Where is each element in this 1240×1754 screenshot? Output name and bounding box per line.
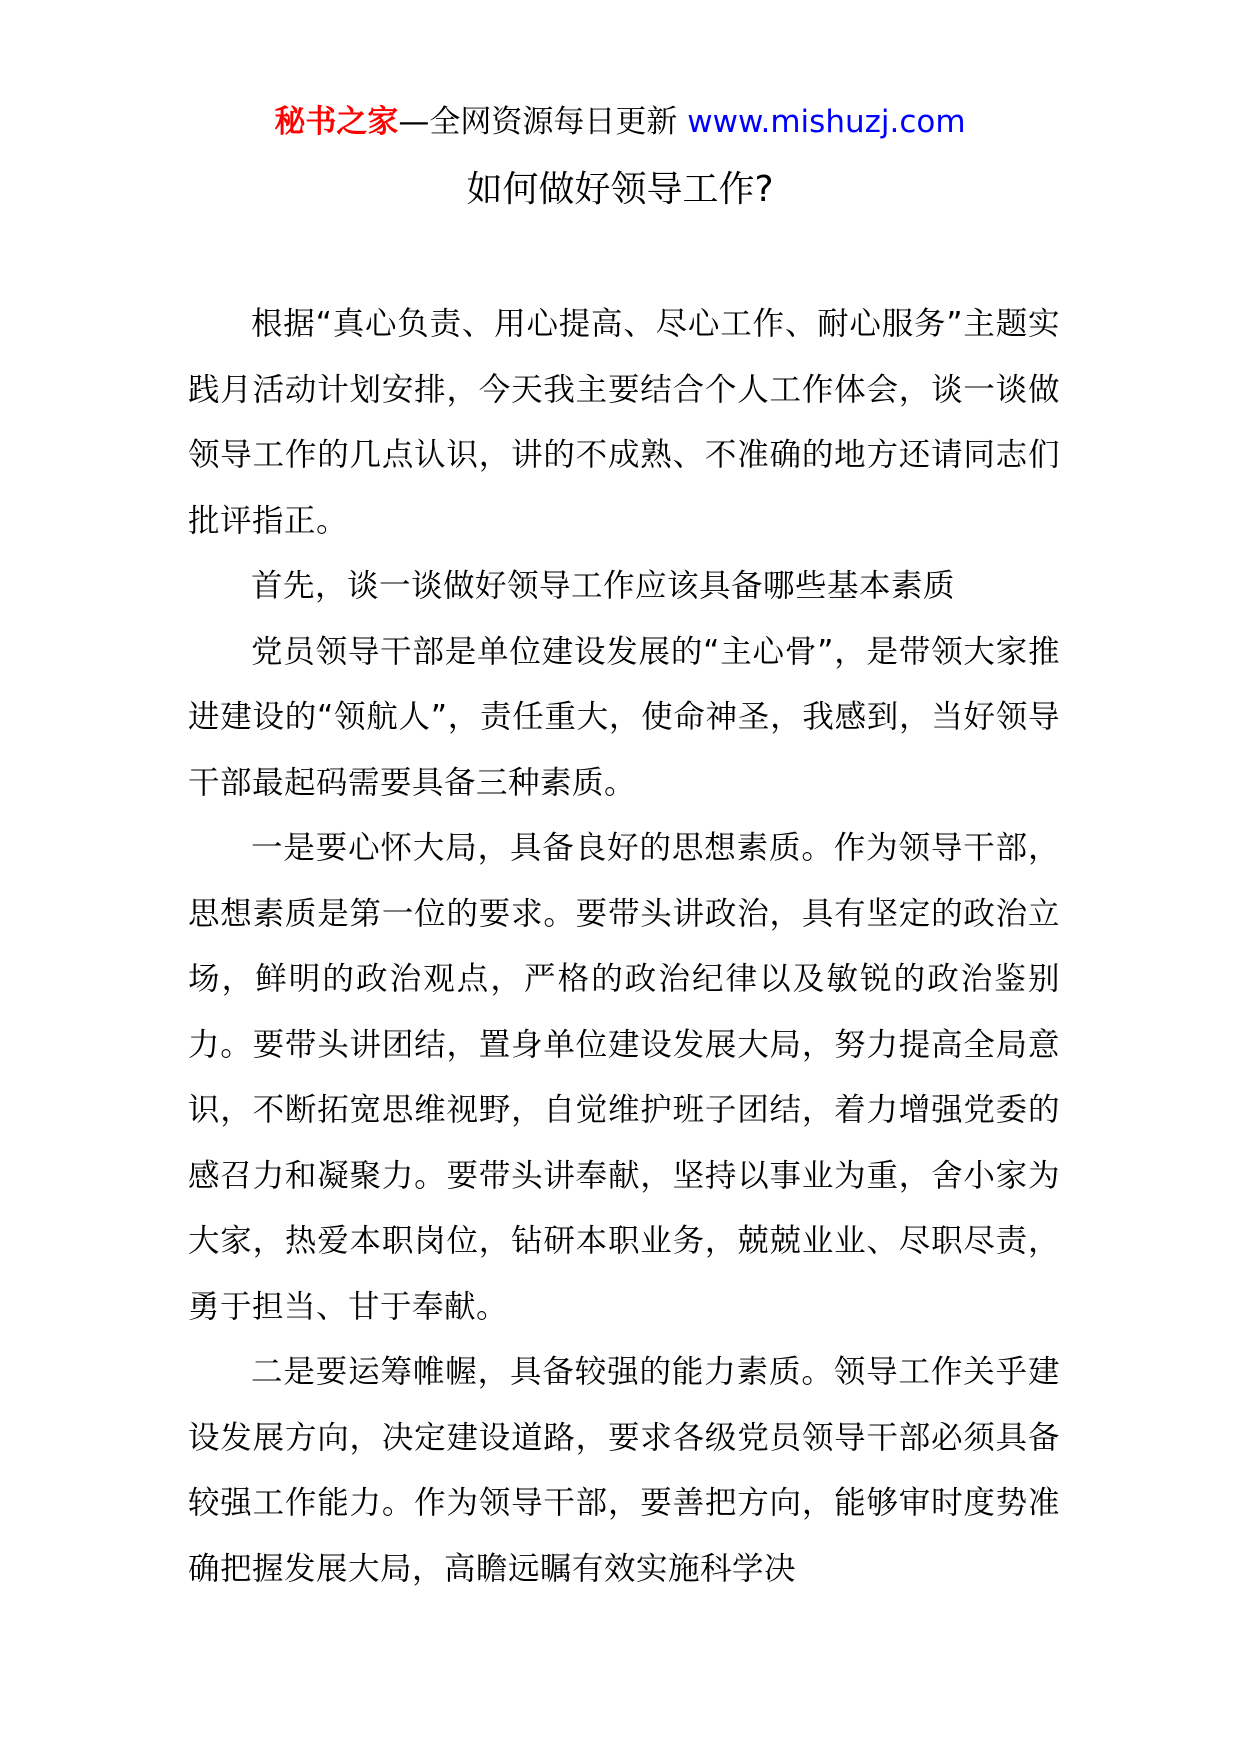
site-url-link[interactable]: www.mishuzj.com bbox=[687, 104, 966, 140]
paragraph-point-one: 一是要心怀大局，具备良好的思想素质。作为领导干部，思想素质是第一位的要求。要带头讲政治，具有坚定的政治立场，鲜明的政治观点，严格的政治纪律以及敏锐的政治鉴别力。要带头讲团结，置身单位建设发展大局，努力提高全局意识，不断拓宽思维视野，自觉维护班子团结，着力增强党委的感召力和凝聚力。要带头讲奉献，坚持以事业为重，舍小家为大家，热爱本职岗位，钻研本职业务，兢兢业业、尽职尽责，勇于担当、甘于奉献。 bbox=[188, 830, 1060, 1325]
paragraph-section-heading: 首先，谈一谈做好领导工作应该具备哪些基本素质 bbox=[251, 568, 956, 604]
paragraph-intro: 根据“真心负责、用心提高、尽心工作、耐心服务”主题实践月活动计划安排，今天我主要结合个人工作体会，谈一谈做领导工作的几点认识，讲的不成熟、不准确的地方还请同志们批评指正。 bbox=[188, 306, 1060, 539]
document-title: 如何做好领导工作? bbox=[466, 169, 774, 210]
watermark-header bbox=[0, 100, 1240, 144]
header-tagline: —全网资源每日更新 bbox=[398, 104, 688, 140]
brand-name: 秘书之家 bbox=[274, 104, 399, 140]
paragraph-backbone: 党员领导干部是单位建设发展的“主心骨”，是带领大家推进建设的“领航人”，责任重大，使命神圣，我感到，当好领导干部最起码需要具备三种素质。 bbox=[188, 633, 1060, 801]
document-body bbox=[188, 292, 1060, 1602]
paragraph-point-two: 二是要运筹帷幄，具备较强的能力素质。领导工作关乎建设发展方向，决定建设道路，要求各级党员领导干部必须具备较强工作能力。作为领导干部，要善把方向，能够审时度势准确把握发展大局，高瞻远瞩有效实施科学决 bbox=[188, 1354, 1060, 1587]
